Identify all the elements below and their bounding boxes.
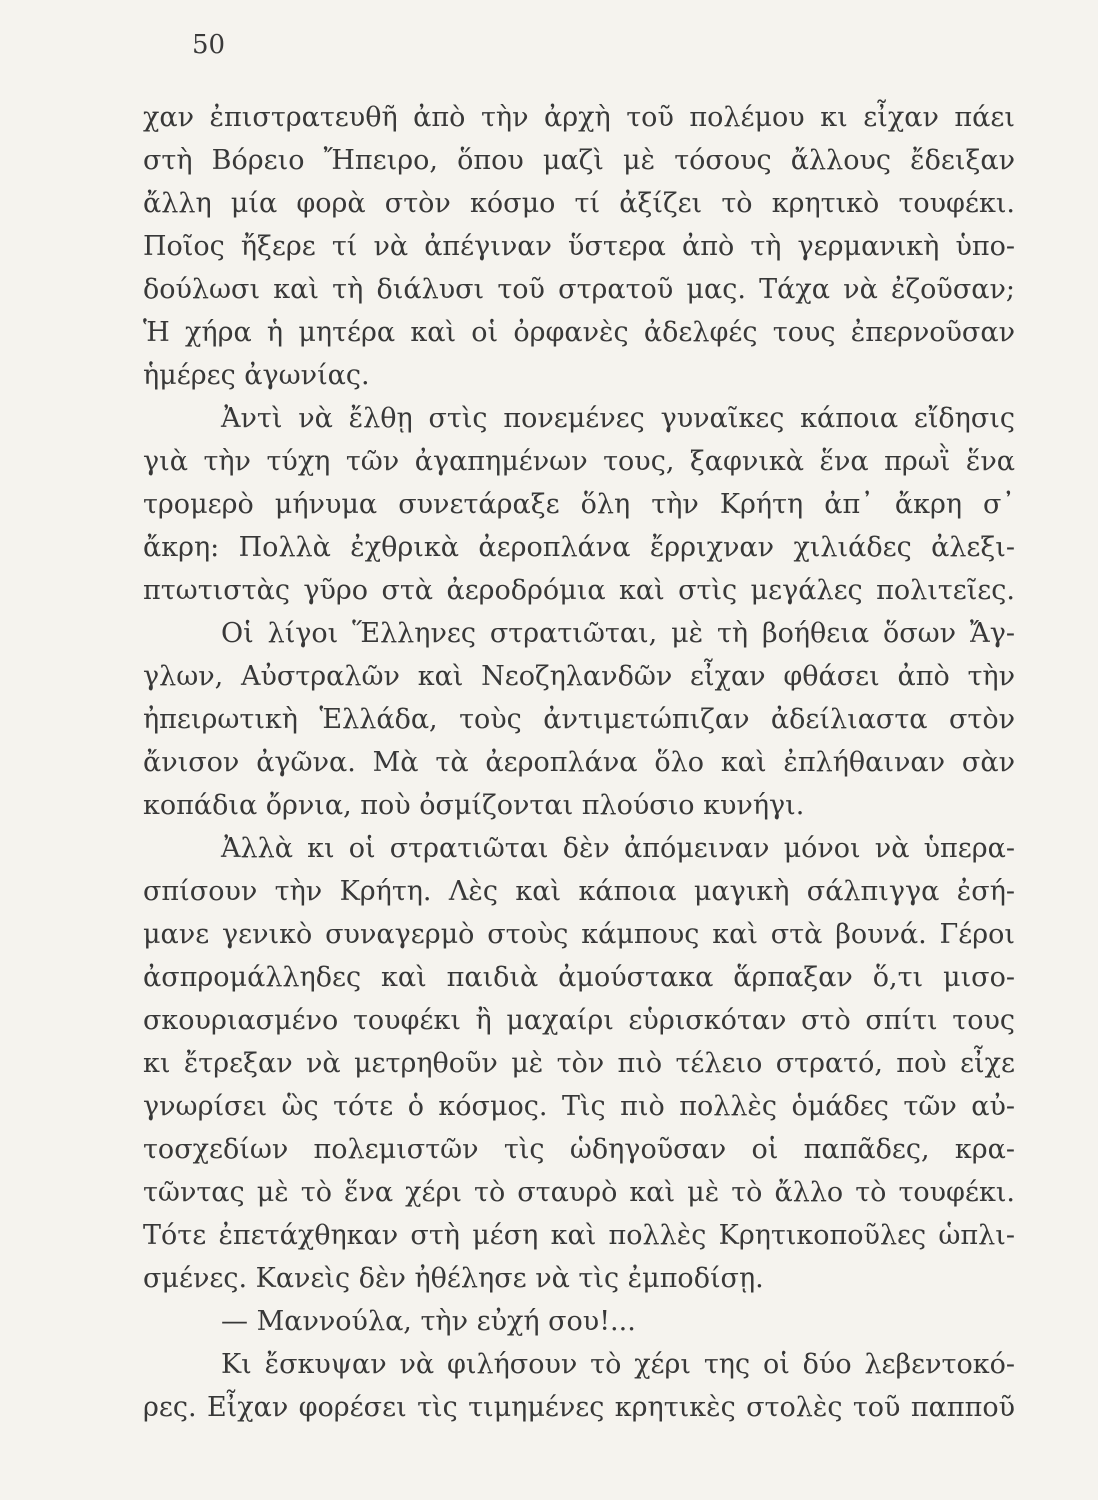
text-line: στὴ Βόρειο Ἤπειρο, ὅπου μαζὶ μὲ τόσους ἄλλους ἔδειξαν <box>143 145 1015 176</box>
text-line: Ἀντὶ νὰ ἔλθῃ στὶς πονεμένες γυναῖκες κάποια εἴδησις <box>221 403 1015 434</box>
text-line: Ἡ χήρα ἡ μητέρα καὶ οἱ ὀρφανὲς ἀδελφές τους ἐπερνοῦσαν <box>143 317 1015 348</box>
text-line: μανε γενικὸ συναγερμὸ στοὺς κάμπους καὶ στὰ βουνά. Γέροι <box>143 919 1015 950</box>
text-line: δούλωσι καὶ τὴ διάλυσι τοῦ στρατοῦ μας. Τάχα νὰ ἐζοῦσαν; <box>143 274 1015 305</box>
text-line: — Μαννούλα, τὴν εὐχή σου!... <box>221 1306 636 1337</box>
text-line: Ποῖος ἤξερε τί νὰ ἀπέγιναν ὕστερα ἀπὸ τὴ γερμανικὴ ὑπο- <box>143 231 1015 262</box>
text-line: σκουριασμένο τουφέκι ἢ μαχαίρι εὑρισκόταν στὸ σπίτι τους <box>143 1005 1015 1036</box>
text-line: Τότε ἐπετάχθηκαν στὴ μέση καὶ πολλὲς Κρητικοποῦλες ὡπλι- <box>143 1220 1015 1251</box>
text-line: ἠπειρωτικὴ Ἑλλάδα, τοὺς ἀντιμετώπιζαν ἀδείλιαστα στὸν <box>143 704 1015 735</box>
text-line: ἀσπρομάλληδες καὶ παιδιὰ ἀμούστακα ἅρπαξαν ὅ,τι μισο- <box>143 962 1015 993</box>
text-line: σπίσουν τὴν Κρήτη. Λὲς καὶ κάποια μαγικὴ σάλπιγγα ἐσή- <box>143 876 1015 907</box>
text-line: γλων, Αὐστραλῶν καὶ Νεοζηλανδῶν εἶχαν φθάσει ἀπὸ τὴν <box>143 661 1015 692</box>
text-line: ἡμέρες ἀγωνίας. <box>143 360 370 391</box>
body-text <box>143 96 1015 1429</box>
text-line: ἄκρη: Πολλὰ ἐχθρικὰ ἀεροπλάνα ἔρριχναν χιλιάδες ἀλεξι- <box>143 532 1015 563</box>
text-line: ἄνισον ἀγῶνα. Μὰ τὰ ἀεροπλάνα ὅλο καὶ ἐπλήθαιναν σὰν <box>143 747 1015 778</box>
page-number: 50 <box>192 30 226 60</box>
text-line: γνωρίσει ὣς τότε ὁ κόσμος. Τὶς πιὸ πολλὲς ὁμάδες τῶν αὐ- <box>143 1091 1015 1122</box>
text-line: σμένες. Κανεὶς δὲν ἠθέλησε νὰ τὶς ἐμποδίσῃ. <box>143 1263 764 1294</box>
text-line: κι ἔτρεξαν νὰ μετρηθοῦν μὲ τὸν πιὸ τέλειο στρατό, ποὺ εἶχε <box>143 1048 1015 1079</box>
text-line: τῶντας μὲ τὸ ἕνα χέρι τὸ σταυρὸ καὶ μὲ τὸ ἄλλο τὸ τουφέκι. <box>143 1177 1015 1208</box>
text-line: κοπάδια ὄρνια, ποὺ ὀσμίζονται πλούσιο κυνήγι. <box>143 790 805 821</box>
text-line: ἄλλη μία φορὰ στὸν κόσμο τί ἀξίζει τὸ κρητικὸ τουφέκι. <box>143 188 1015 219</box>
text-line: Κι ἔσκυψαν νὰ φιλήσουν τὸ χέρι της οἱ δύο λεβεντοκό- <box>221 1349 1015 1380</box>
text-line: χαν ἐπιστρατευθῆ ἀπὸ τὴν ἀρχὴ τοῦ πολέμου κι εἶχαν πάει <box>143 102 1015 133</box>
text-line: γιὰ τὴν τύχη τῶν ἀγαπημένων τους, ξαφνικὰ ἕνα πρωῒ ἕνα <box>143 446 1015 477</box>
text-line: ρες. Εἶχαν φορέσει τὶς τιμημένες κρητικὲς στολὲς τοῦ παπποῦ <box>143 1392 1015 1423</box>
text-line: Οἱ λίγοι Ἕλληνες στρατιῶται, μὲ τὴ βοήθεια ὅσων Ἄγ- <box>221 618 1015 649</box>
text-line: τοσχεδίων πολεμιστῶν τὶς ὡδηγοῦσαν οἱ παπᾶδες, κρα- <box>143 1134 1015 1165</box>
text-line: τρομερὸ μήνυμα συνετάραξε ὅλη τὴν Κρήτη ἀπ᾽ ἄκρη σ᾽ <box>143 489 1015 520</box>
text-line: Ἀλλὰ κι οἱ στρατιῶται δὲν ἀπόμειναν μόνοι νὰ ὑπερα- <box>221 833 1015 864</box>
text-line: πτωτιστὰς γῦρο στὰ ἀεροδρόμια καὶ στὶς μεγάλες πολιτεῖες. <box>143 575 1015 606</box>
